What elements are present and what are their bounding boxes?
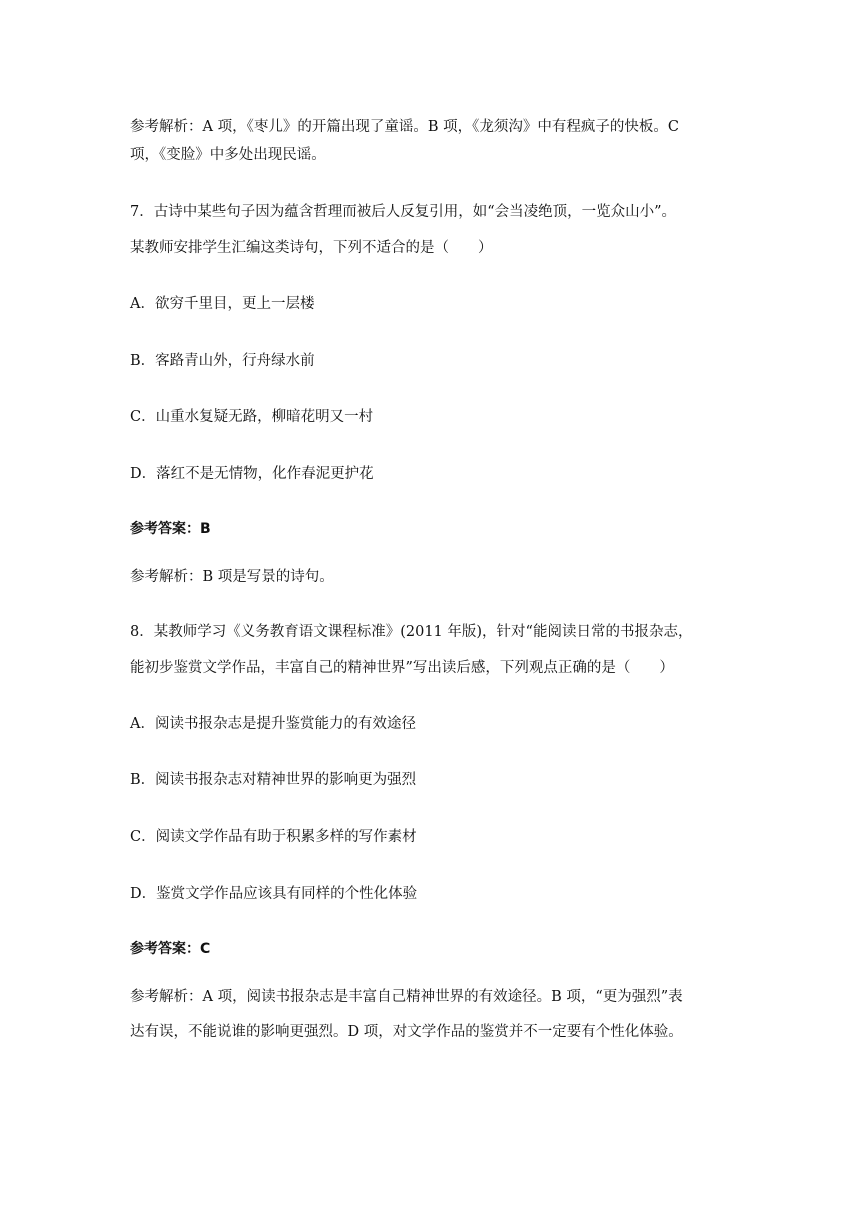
q7-option-a: A．欲穷千里目，更上一层楼 bbox=[130, 296, 315, 312]
q7-option-b: B．客路青山外，行舟绿水前 bbox=[130, 353, 315, 369]
q7-option-d: D．落红不是无情物，化作春泥更护花 bbox=[130, 466, 374, 482]
q8-analysis-line-1: 参考解析：A 项，阅读书报杂志是丰富自己精神世界的有效途径。B 项，“更为强烈”表 bbox=[130, 989, 683, 1005]
q7-stem-line-2: 某教师安排学生汇编这类诗句，下列不适合的是（ ） bbox=[130, 240, 493, 256]
q8-answer: 参考答案：C bbox=[130, 941, 211, 957]
q8-option-d: D．鉴赏文学作品应该具有同样的个性化体验 bbox=[130, 886, 418, 902]
q8-analysis-line-2: 达有误，不能说谁的影响更强烈。D 项，对文学作品的鉴赏并不一定要有个性化体验。 bbox=[130, 1024, 683, 1040]
q6-analysis-line-1: 参考解析：A 项，《枣儿》的开篇出现了童谣。B 项，《龙须沟》中有程疯子的快板。C bbox=[130, 119, 679, 135]
q7-stem-line-1: 7．古诗中某些句子因为蕴含哲理而被后人反复引用，如“会当凌绝顶，一览众山小”。 bbox=[130, 204, 677, 220]
q8-option-a: A．阅读书报杂志是提升鉴赏能力的有效途径 bbox=[130, 716, 416, 732]
q6-analysis-line-2: 项，《变脸》中多处出现民谣。 bbox=[130, 147, 326, 163]
q8-option-c: C．阅读文学作品有助于积累多样的写作素材 bbox=[130, 829, 417, 845]
q8-stem-line-1: 8．某教师学习《义务教育语文课程标准》(2011 年版)，针对“能阅读日常的书报杂志， bbox=[130, 624, 693, 640]
q7-option-c: C．山重水复疑无路，柳暗花明又一村 bbox=[130, 409, 374, 425]
q8-stem-line-2: 能初步鉴赏文学作品，丰富自己的精神世界”写出读后感，下列观点正确的是（ ） bbox=[130, 660, 674, 676]
q8-option-b: B．阅读书报杂志对精神世界的影响更为强烈 bbox=[130, 772, 417, 788]
q7-answer: 参考答案：B bbox=[130, 521, 211, 537]
q7-analysis: 参考解析：B 项是写景的诗句。 bbox=[130, 569, 334, 585]
